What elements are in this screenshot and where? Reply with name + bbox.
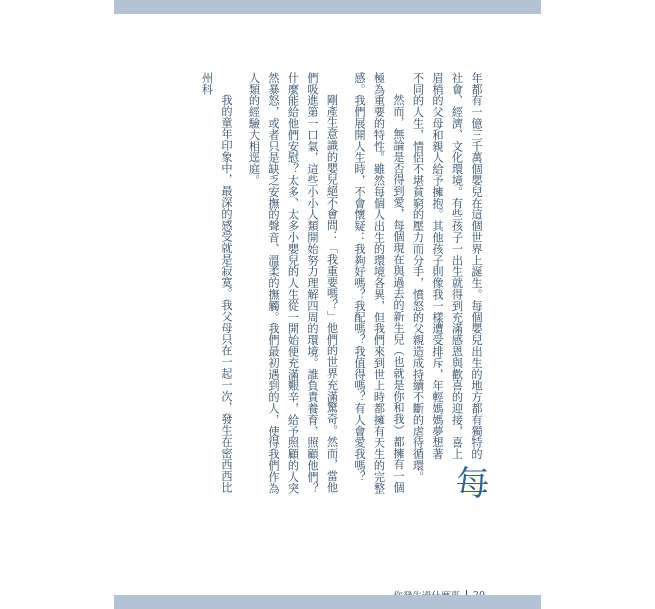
paragraph-1-text: 年都有一億三千萬個嬰兒在這個世界上誕生。每個嬰兒出生的地方都有獨特的社會、經濟、文化環境。有些孩子一出生就得到充滿感恩與歡喜的迎接，喜上眉梢的父母和親人給予擁抱。其他孩子則像我一樣遭受排斥，年輕媽媽夢想著不同的人生，情侶不堪貧窮的壓力而分手，憤怒的父親造成持續不斷的虐待循環。 — [411, 72, 483, 483]
bottom-color-band — [114, 595, 541, 609]
drop-cap: 每 — [449, 464, 489, 500]
paragraph-4: 我的童年印象中，最深的感受就是寂寞。我父母只在一起一次，發生在密西西比州科 — [200, 72, 233, 494]
body-text — [189, 72, 489, 502]
paragraph-1 — [408, 72, 489, 502]
top-color-band — [114, 0, 541, 14]
book-page — [114, 14, 541, 595]
paragraph-3: 剛產生意識的嬰兒絕不會問：「我重要嗎？」他們的世界充滿驚奇。然而，當他們吸進第一口氣，這些小小人類開始努力理解四周的環境。誰負責養育、照顧他們？什麼能給他們安慰？太多、太多小嬰兒的人生從一開始便充滿艱辛，給予照顧的人突然暴怒，或者只是缺乏安撫的聲音、溫柔的撫觸。我們最初遇到的人，使得我們作為人類的經驗大相逕庭。 — [247, 72, 339, 494]
paragraph-2: 然而，無論是否得到愛，每個現在與過去的新生兒（也就是你和我）都擁有一個極為重要的特性。雖然每個人出生的環境各異，但我們來到世上時都擁有天生的完整感。我們展開人生時，不會懷疑：我夠好嗎？我配嗎？我值得嗎？有人會愛我嗎？ — [353, 72, 405, 494]
